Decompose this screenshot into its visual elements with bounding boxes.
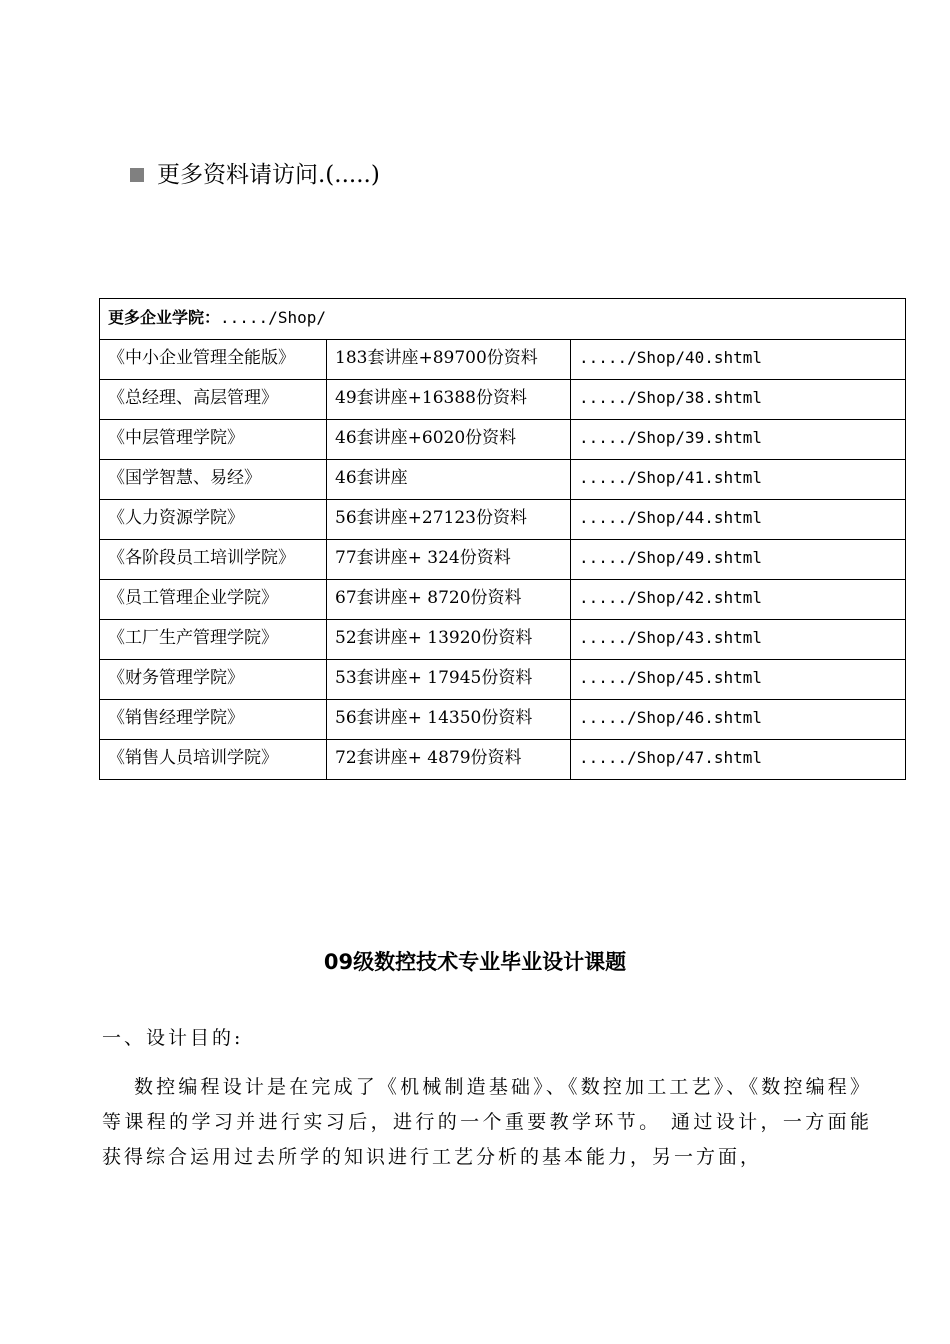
course-name-cell: 《中层管理学院》: [100, 420, 327, 460]
course-name-cell: 《国学智慧、易经》: [100, 460, 327, 500]
table-row: [100, 580, 906, 620]
course-info-cell: 52套讲座+ 13920份资料: [327, 620, 571, 660]
course-catalog-table: [99, 298, 906, 780]
visit-text: 更多资料请访问.(.....): [157, 162, 380, 188]
course-info-cell: 56套讲座+27123份资料: [327, 500, 571, 540]
visit-line: [130, 158, 380, 192]
course-info-cell: 46套讲座: [327, 460, 571, 500]
course-url-cell: ...../Shop/43.shtml: [571, 620, 906, 660]
table-header-url: ...../Shop/: [220, 308, 326, 327]
course-name-cell: 《员工管理企业学院》: [100, 580, 327, 620]
table-row: [100, 620, 906, 660]
table-row: [100, 500, 906, 540]
table-header-row: [100, 299, 906, 340]
course-name-cell: 《财务管理学院》: [100, 660, 327, 700]
course-name-cell: 《中小企业管理全能版》: [100, 340, 327, 380]
table-header-label: 更多企业学院：: [108, 308, 221, 327]
table-row: [100, 460, 906, 500]
table-row: [100, 540, 906, 580]
course-url-cell: ...../Shop/47.shtml: [571, 740, 906, 780]
course-url-cell: ...../Shop/38.shtml: [571, 380, 906, 420]
course-url-cell: ...../Shop/45.shtml: [571, 660, 906, 700]
course-url-cell: ...../Shop/39.shtml: [571, 420, 906, 460]
course-url-cell: ...../Shop/41.shtml: [571, 460, 906, 500]
course-info-cell: 72套讲座+ 4879份资料: [327, 740, 571, 780]
course-name-cell: 《销售经理学院》: [100, 700, 327, 740]
course-name-cell: 《各阶段员工培训学院》: [100, 540, 327, 580]
body-paragraph: 数控编程设计是在完成了《机械制造基础》、《数控加工工艺》、《数控编程》等课程的学习并进行实习后，进行的一个重要教学环节。 通过设计，一方面能获得综合运用过去所学的知识进行工艺分析的基本能力，另一方面，: [102, 1076, 872, 1168]
course-info-cell: 183套讲座+89700份资料: [327, 340, 571, 380]
course-name-cell: 《销售人员培训学院》: [100, 740, 327, 780]
course-url-cell: ...../Shop/49.shtml: [571, 540, 906, 580]
table-row: [100, 340, 906, 380]
course-info-cell: 77套讲座+ 324份资料: [327, 540, 571, 580]
course-info-cell: 46套讲座+6020份资料: [327, 420, 571, 460]
course-url-cell: ...../Shop/40.shtml: [571, 340, 906, 380]
course-url-cell: ...../Shop/46.shtml: [571, 700, 906, 740]
course-info-cell: 49套讲座+16388份资料: [327, 380, 571, 420]
square-bullet-icon: [130, 168, 144, 182]
table-row: [100, 740, 906, 780]
course-info-cell: 67套讲座+ 8720份资料: [327, 580, 571, 620]
table-row: [100, 700, 906, 740]
table-row: [100, 420, 906, 460]
section-heading: 一、设计目的:: [102, 1027, 244, 1049]
course-info-cell: 53套讲座+ 17945份资料: [327, 660, 571, 700]
course-url-cell: ...../Shop/44.shtml: [571, 500, 906, 540]
course-name-cell: 《工厂生产管理学院》: [100, 620, 327, 660]
table-row: [100, 380, 906, 420]
course-name-cell: 《人力资源学院》: [100, 500, 327, 540]
course-info-cell: 56套讲座+ 14350份资料: [327, 700, 571, 740]
course-url-cell: ...../Shop/42.shtml: [571, 580, 906, 620]
course-name-cell: 《总经理、高层管理》: [100, 380, 327, 420]
document-title: 09级数控技术专业毕业设计课题: [323, 950, 627, 974]
table-row: [100, 660, 906, 700]
table-header-cell: [100, 299, 906, 340]
